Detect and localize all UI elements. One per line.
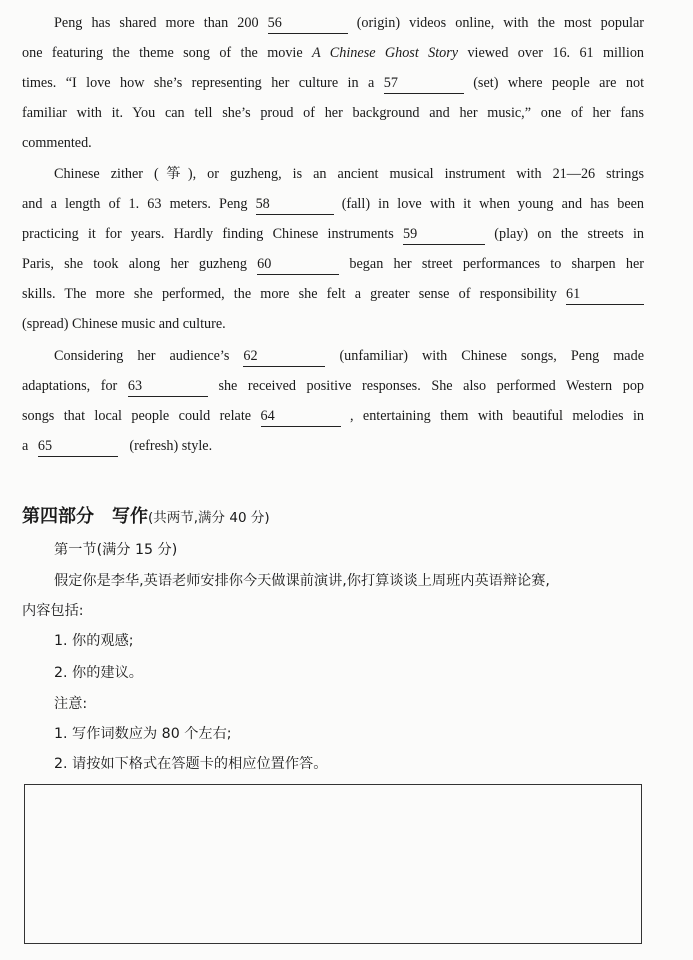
blank-65[interactable]: 65: [38, 436, 118, 457]
text-segment: Considering her audience’s: [54, 348, 230, 364]
section-title: [22, 502, 270, 528]
prompt-line-2: 内容包括:: [22, 603, 84, 619]
text-segment: practicing it for years. Hardly finding Chinese instruments: [22, 226, 394, 242]
passage-line: commented.: [22, 135, 92, 151]
text-segment: Peng has shared more than 200: [54, 15, 259, 31]
passage-line: [22, 279, 644, 309]
note-item-1: 1. 写作词数应为 80 个左右;: [54, 726, 232, 742]
text-segment: (refresh) style.: [129, 438, 213, 454]
prompt-line-1: 假定你是李华,英语老师安排你今天做课前演讲,你打算谈谈上周班内英语辩论赛,: [54, 573, 550, 589]
text-segment: (set) where people are not: [473, 75, 645, 91]
passage-line: [22, 371, 644, 401]
passage-line: (spread) Chinese music and culture.: [22, 316, 226, 332]
passage-line: [22, 431, 644, 461]
passage-line: [22, 38, 644, 68]
passage-line: Chinese zither (筝), or guzheng, is an ancient musical instrument with 21—26 strings: [54, 166, 644, 182]
section-title-score: (共两节,满分 40 分): [148, 510, 270, 526]
passage-line: [22, 249, 644, 279]
text-segment: songs that local people could relate: [22, 408, 252, 424]
text-segment: adaptations, for: [22, 378, 118, 394]
text-segment: skills. The more she performed, the more she felt a greater sense of responsibility: [22, 286, 557, 302]
text-segment: viewed over 16. 61 million: [458, 45, 645, 61]
passage-line: [22, 68, 644, 98]
text-segment: , entertaining them with beautiful melodies in: [349, 408, 645, 424]
blank-62[interactable]: 62: [243, 346, 325, 367]
blank-63[interactable]: 63: [128, 376, 208, 397]
blank-59[interactable]: 59: [403, 224, 485, 245]
text-segment: (origin) videos online, with the most popular: [356, 15, 645, 31]
section-1-heading: 第一节(满分 15 分): [54, 542, 178, 558]
blank-60[interactable]: 60: [257, 254, 339, 275]
content-item-1: 1. 你的观感;: [54, 633, 134, 649]
passage-line: [22, 401, 644, 431]
text-segment: a: [22, 438, 29, 454]
text-segment: she received positive responses. She also performed Western pop: [218, 378, 645, 394]
passage-line: [22, 8, 644, 38]
blank-56[interactable]: 56: [268, 13, 348, 34]
passage-line: familiar with it. You can tell she’s proud of her background and her music,” one of her fans: [22, 105, 644, 121]
text-segment: Paris, she took along her guzheng: [22, 256, 247, 272]
blank-64[interactable]: 64: [261, 406, 341, 427]
text-segment: one featuring the theme song of the movie: [22, 45, 313, 61]
text-segment: began her street performances to sharpen her: [349, 256, 644, 272]
passage-line: [22, 189, 644, 219]
passage-line: [22, 341, 644, 371]
text-segment: and a length of 1. 63 meters. Peng: [22, 196, 248, 212]
note-item-2: 2. 请按如下格式在答题卡的相应位置作答。: [54, 756, 328, 772]
movie-title: A Chinese Ghost Story: [312, 45, 459, 61]
content-item-2: 2. 你的建议。: [54, 665, 143, 681]
passage-line: [22, 219, 644, 249]
text-segment: times. “I love how she’s representing her culture in a: [22, 75, 375, 91]
blank-61[interactable]: 61: [566, 284, 644, 305]
blank-58[interactable]: 58: [256, 194, 334, 215]
text-segment: (play) on the streets in: [494, 226, 644, 242]
text-segment: (unfamiliar) with Chinese songs, Peng made: [339, 348, 644, 364]
answer-box[interactable]: [24, 784, 642, 944]
section-title-text: 第四部分 写作: [22, 506, 148, 527]
blank-57[interactable]: 57: [384, 73, 464, 94]
text-segment: (fall) in love with it when young and has been: [341, 196, 645, 212]
note-heading: 注意:: [54, 696, 88, 712]
